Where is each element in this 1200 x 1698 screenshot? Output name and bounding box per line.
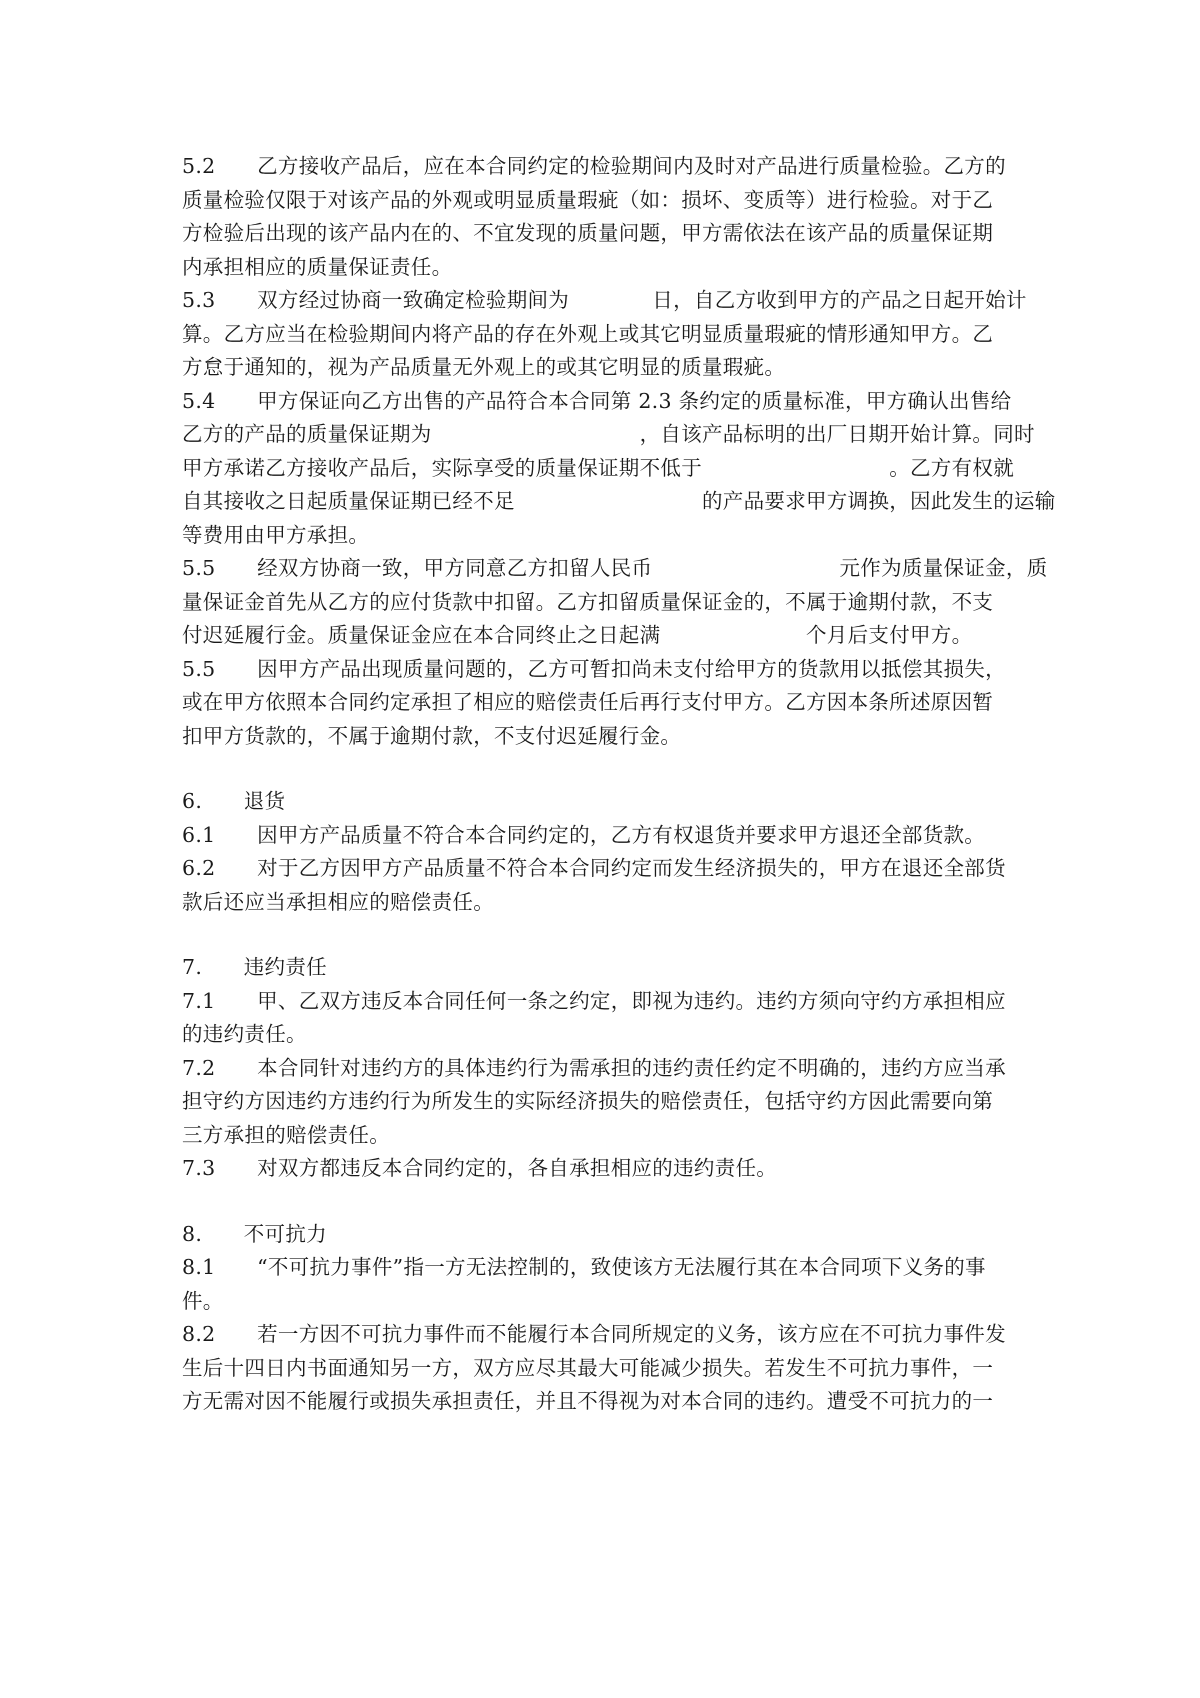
text-line: 7. 违约责任 xyxy=(182,955,327,979)
text-line: 方检验后出现的该产品内在的、不宜发现的质量问题，甲方需依法在该产品的质量保证期 xyxy=(182,221,994,245)
text-line: 5.3 双方经过协商一致确定检验期间为 日，自乙方收到甲方的产品之日起开始计 xyxy=(182,288,1027,312)
text-line: 5.2 乙方接收产品后，应在本合同约定的检验期间内及时对产品进行质量检验。乙方的 xyxy=(182,154,1006,178)
text-line: 5.5 因甲方产品出现质量问题的，乙方可暂扣尚未支付给甲方的货款用以抵偿其损失， xyxy=(182,656,1006,681)
text-line: 算。乙方应当在检验期间内将产品的存在外观上或其它明显质量瑕疵的情形通知甲方。乙 xyxy=(182,321,994,346)
text-line: 6. 退货 xyxy=(182,789,286,813)
text-line: 等费用由甲方承担。 xyxy=(182,522,370,547)
text-line: 8.2 若一方因不可抗力事件而不能履行本合同所规定的义务，该方应在不可抗力事件发 xyxy=(182,1322,1006,1346)
text-line: 扣甲方货款的，不属于逾期付款，不支付迟延履行金。 xyxy=(182,723,682,748)
text-line: 付迟延履行金。质量保证金应在本合同终止之日起满 个月后支付甲方。 xyxy=(182,623,973,647)
text-line: 6.1 因甲方产品质量不符合本合同约定的，乙方有权退货并要求甲方退还全部货款。 xyxy=(182,822,986,847)
text-line: 生后十四日内书面通知另一方，双方应尽其最大可能减少损失。若发生不可抗力事件，一 xyxy=(182,1355,994,1380)
text-line: 量保证金首先从乙方的应付货款中扣留。乙方扣留质量保证金的，不属于逾期付款，不支 xyxy=(182,589,994,614)
text-line: 质量检验仅限于对该产品的外观或明显质量瑕疵（如：损坏、变质等）进行检验。对于乙 xyxy=(182,187,994,212)
text-line: 内承担相应的质量保证责任。 xyxy=(182,254,453,279)
text-line: 7.3 对双方都违反本合同约定的，各自承担相应的违约责任。 xyxy=(182,1156,778,1180)
text-line: 6.2 对于乙方因甲方产品质量不符合本合同约定而发生经济损失的，甲方在退还全部货 xyxy=(182,856,1006,880)
text-line: 的违约责任。 xyxy=(182,1022,307,1046)
text-line: 自其接收之日起质量保证期已经不足 的产品要求甲方调换，因此发生的运输 xyxy=(182,489,1056,513)
text-line: 方无需对因不能履行或损失承担责任，并且不得视为对本合同的违约。遭受不可抗力的一 xyxy=(182,1389,994,1413)
text-line: 方怠于通知的，视为产品质量无外观上的或其它明显的质量瑕疵。 xyxy=(182,355,786,379)
text-line: 7.2 本合同针对违约方的具体违约行为需承担的违约责任约定不明确的，违约方应当承 xyxy=(182,1055,1006,1080)
paragraph-gap xyxy=(182,919,1022,951)
text-line: 5.4 甲方保证向乙方出售的产品符合本合同第 2.3 条约定的质量标准，甲方确认出售给 xyxy=(182,388,1012,413)
paragraph-gap xyxy=(182,1186,1022,1218)
text-line: 7.1 甲、乙双方违反本合同任何一条之约定，即视为违约。违约方须向守约方承担相应 xyxy=(182,988,1006,1013)
contract-page xyxy=(182,150,1056,1419)
text-line: 5.5 经双方协商一致，甲方同意乙方扣留人民币 元作为质量保证金，质 xyxy=(182,556,1048,580)
text-line: 担守约方因违约方违约行为所发生的实际经济损失的赔偿责任，包括守约方因此需要向第 xyxy=(182,1089,994,1113)
text-line: 件。 xyxy=(182,1288,224,1313)
text-line: 8. 不可抗力 xyxy=(182,1221,327,1246)
text-line: 或在甲方依照本合同约定承担了相应的赔偿责任后再行支付甲方。乙方因本条所述原因暂 xyxy=(182,690,994,714)
text-line: 甲方承诺乙方接收产品后，实际享受的质量保证期不低于 。乙方有权就 xyxy=(182,455,1014,480)
paragraph-gap xyxy=(182,753,1022,785)
text-line: 乙方的产品的质量保证期为 ，自该产品标明的出厂日期开始计算。同时 xyxy=(182,422,1035,446)
text-line: 三方承担的赔偿责任。 xyxy=(182,1122,390,1147)
text-line: 款后还应当承担相应的赔偿责任。 xyxy=(182,889,494,914)
text-line: 8.1 “不可抗力事件”指一方无法控制的，致使该方无法履行其在本合同项下义务的事 xyxy=(182,1255,986,1279)
